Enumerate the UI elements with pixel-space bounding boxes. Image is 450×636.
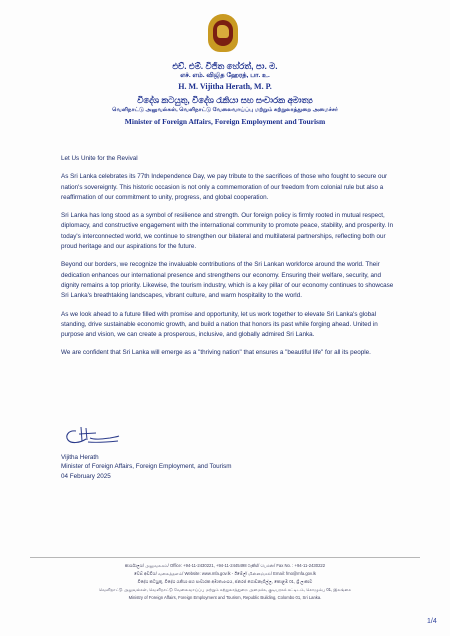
footer-address-sinhala: විදේශ කටයුතු, විදේශ රැකියා සහ සංචාරක අමාත්‍යාංශය, ජනරජ ගොඩනැගිල්ල, කොළඹ 01, ශ්‍රී ලංකාව	[137, 579, 313, 584]
signature-block	[61, 453, 361, 481]
letter-date: 04 February 2025	[61, 472, 111, 480]
letter-paragraph: As Sri Lanka celebrates its 77th Independence Day, we pay tribute to the sacrifices of those who fought to secure our nation's sovereignty. This historic occasion is not only a commemoration of our freedom from colonial rule but also a reaffirmation of our commitment to unity, progress, and global cooperation.	[61, 173, 388, 201]
letter-paragraph: Beyond our borders, we recognize the invaluable contributions of the Sri Lankan workforce around the world. Their dedication enhances our international presence and strengthens our economy. Ensuring their welfare, security, and dignity remains a top priority. Likewise, the tourism industry, which is a key pillar of our economy continues to showcase Sri Lanka's breathtaking landscapes, vibrant culture, and warm hospitality to the world.	[61, 261, 394, 300]
signatory-name: Vijitha Herath	[61, 454, 99, 461]
national-emblem-icon	[206, 14, 240, 54]
footer-divider	[30, 557, 420, 558]
letter-body	[61, 154, 395, 367]
minister-name-english: H. M. Vijitha Herath, M. P.	[178, 82, 272, 91]
minister-name-tamil: எச். எம். விஜித ஹேரத், பா. உ.	[180, 72, 270, 79]
minister-name-sinhala: එච්. එම්. විජිත හේරත්, පා. ම.	[172, 61, 278, 71]
letter-paragraph: As we look ahead to a future filled with promise and opportunity, let us work together to elevate Sri Lanka's global standing, drive sustainable economic growth, and build a nation that honors its past while forging ahead. United in purpose and vision, we can create a prosperous, inclusive, and globally admired Sri Lanka.	[61, 310, 378, 339]
letter-heading: Let Us Unite for the Revival	[61, 155, 138, 162]
contact-footer	[30, 557, 420, 602]
page-number: 1/4	[427, 618, 437, 625]
letter-paragraph: Sri Lanka has long stood as a symbol of resilience and strength. Our foreign policy is firmly rooted in mutual respect, diplomacy, and constructive engagement with the international community to promote peace, stability, and prosperity. In today's interconnected world, we continue to strengthen our bilateral and multilateral partnerships, reflecting both our proud heritage and our aspirations for the future.	[61, 212, 394, 251]
minister-title-english: Minister of Foreign Affairs, Foreign Employment and Tourism	[124, 117, 326, 126]
footer-address-tamil: வெளிநாட்டு அலுவல்கள், வெளிநாட்டு வேலைவாய்ப்பு மற்றும் சுற்றுலாத்துறை அமைச்சு, குடியரசுக் கட்டிடம், கொழும்பு 01, இலங்கை	[98, 587, 352, 592]
signatory-title: Minister of Foreign Affairs, Foreign Employment, and Tourism	[61, 463, 232, 471]
footer-address-english: Ministry of Foreign Affairs, Foreign Employment and Tourism, Republic Building, Colombo 01, Sri Lanka.	[128, 595, 322, 600]
footer-web-line: වෙබ් අඩවිය/ வலைத்தளம்/ Website: www.mfa.gov.lk - ඊමේල්/ மின்னஞ்சல்/ Email: fmo@mfa.gov.lk	[134, 571, 316, 576]
handwritten-signature	[62, 424, 120, 448]
footer-phone-line: කාර්යාලය/ அலுவலகம்/ Office: +94-11-2430221, +94-11-2445498 ෆැක්ස්/ பெக்ஸ்/ Fax No. : +94-11-2430222	[124, 563, 326, 568]
minister-title-tamil: வெளிநாட்டு அலுவல்கள், வெளிநாட்டு வேலைவாய்ப்பு மற்றும் சுற்றுலாத்துறை அமைச்சர்	[112, 107, 338, 113]
letter-paragraph: We are confident that Sri Lanka will emerge as a "thriving nation" that ensures a "beautiful life" for all its people.	[61, 349, 371, 357]
minister-title-sinhala: විදේශ කටයුතු, විදේශ රැකියා සහ සංචාරක අමාත්‍ය	[137, 95, 313, 105]
